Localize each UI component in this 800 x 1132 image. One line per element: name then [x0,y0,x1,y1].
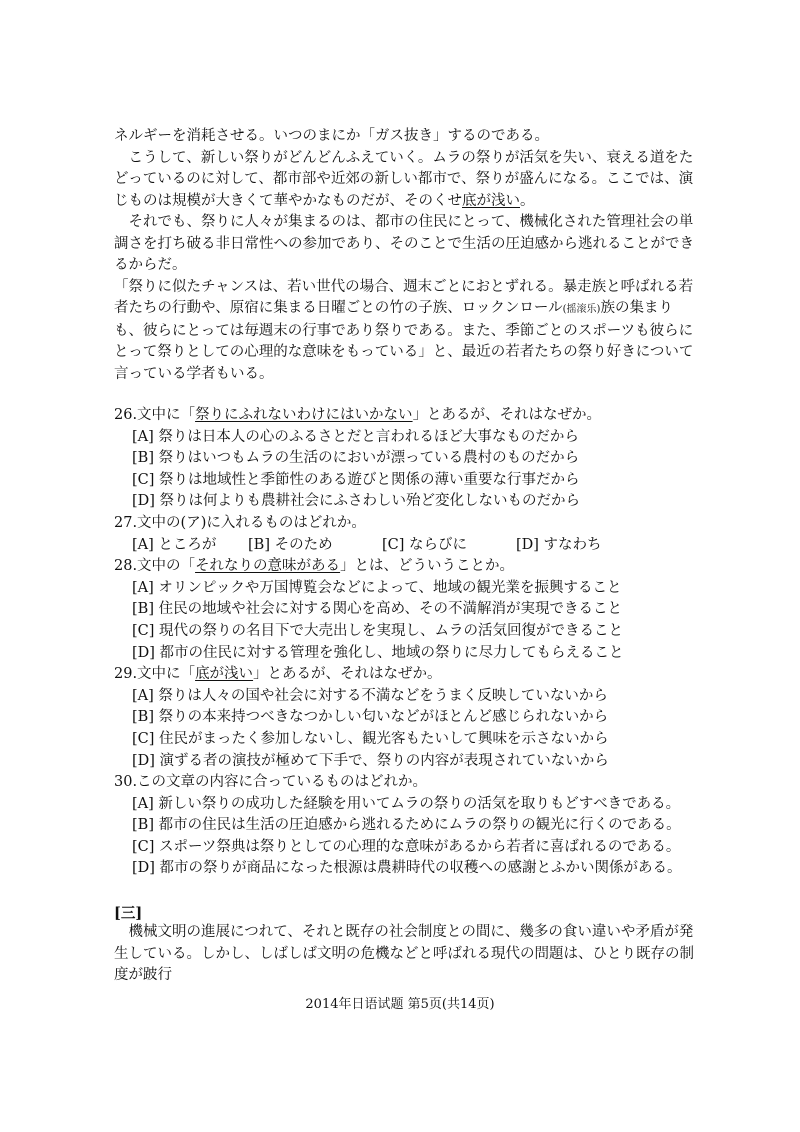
q29-option-c: [C] 住民がまったく参加しないし、観光客もたいして興味を示さないから [132,730,609,747]
passage-paragraph-4: 「祭りに似たチャンスは、若い世代の場合、週末ごとにおとずれる。暴走族と呼ばれる若者たちの行動や、原宿に集まる日曜ごとの竹の子族、ロックンロール(摇滚乐)族の集まりも、彼らにとっては毎週末の行事であり祭りである。また、季節ごとのスポーツも彼らにとって祭りとしての心理的な意味をもっている」と、最近の若者たちの祭り好きについて言っている学者もいる。 [114,278,694,382]
passage-paragraph-2: こうして、新しい祭りがどんどんふえていく。ムラの祭りが活気を失い、衰える道をたどっているのに対して、都市部や近郊の新しい都市で、祭りが盛んになる。ここでは、演じものは規模が大きくて華やかなものだが、そのくせ底が浅い。 [114,149,694,209]
section-3-text: 機械文明の進展につれて、それと既存の社会制度との間に、幾多の食い違いや矛盾が発生している。しかし、しばしば文明の危機などと呼ばれる現代の問題は、ひとり既存の制度が跛行 [114,924,694,983]
q30-option-a: [A] 新しい祭りの成功した経験を用いてムラの祭りの活気を取りもどすべきである。 [132,795,681,812]
page-footer: 2014年日语试题 第5页(共14页) [305,997,495,1012]
q26-option-d: [D] 祭りは何よりも農耕社会にふさわしい殆ど変化しないものだから [132,493,581,510]
q27-option-d: [D] すなわち [516,536,602,553]
q27-option-b: [B] そのため [248,536,333,553]
question-list [114,405,714,880]
q30-option-b: [B] 都市の住民は生活の圧迫感から逃れるためにムラの祭りの観光に行くのである。 [132,817,681,834]
q29-option-b: [B] 祭りの本来持つべきなつかしい匂いなどがほとんど感じられないから [132,709,609,726]
reading-passage [114,126,694,385]
question-27: 27.文中の(ア)に入れるものはどれか。 [114,514,366,531]
q27-option-a: [A] ところが [132,536,217,553]
q30-option-d: [D] 都市の祭りが商品になった根源は農耕時代の収穫への感謝とふかい関係がある。 [132,860,682,877]
q27-options [114,535,714,557]
question-30: 30.この文章の内容に合っているものはどれか。 [114,774,428,791]
question-28: 28.文中の「それなりの意味がある」とは、どういうことか。 [114,558,515,575]
q26-option-b: [B] 祭りはいつもムラの生活のにおいが漂っている農村のものだから [132,450,580,467]
q30-option-c: [C] スポーツ祭典は祭りとしての心理的な意味があるから若者に喜ばれるのである。 [132,838,681,855]
passage-line-1: ネルギーを消耗させる。いつのまにか「ガス抜き」するのである。 [114,128,549,144]
section-3-passage [114,922,694,987]
q26-option-a: [A] 祭りは日本人の心のふるさとだと言われるほど大事なものだから [132,428,579,445]
underlined-phrase: 底が浅い [462,192,520,209]
q26-option-c: [C] 祭りは地域性と季節性のある遊びと関係の薄い重要な行事だから [132,471,580,488]
q28-option-d: [D] 都市の住民に対する管理を強化し、地域の祭りに尽力してもらえること [132,644,624,661]
q28-option-a: [A] オリンピックや万国博覧会などによって、地域の観光業を振興すること [132,579,622,596]
question-26: 26.文中に「祭りにふれないわけにはいかない」とあるが、それはなぜか。 [114,407,602,423]
q28-option-b: [B] 住民の地域や社会に対する関心を高め、その不満解消が実現できること [132,601,622,618]
q29-option-a: [A] 祭りは人々の国や社会に対する不満などをうまく反映していないから [132,687,608,704]
passage-paragraph-3: それでも、祭りに人々が集まるのは、都市の住民にとって、機械化された管理社会の単調さを打ち破る非日常性への参加であり、そのことで生活の圧迫感から逃れることができるからだ。 [114,214,694,273]
q27-option-c: [C] ならびに [382,536,468,553]
section-heading: [三] [114,905,143,922]
question-29: 29.文中に「底が浅い」とあるが、それはなぜか。 [114,666,442,683]
q28-option-c: [C] 現代の祭りの名目下で大売出しを実現し、ムラの活気回復ができること [132,622,624,639]
q29-option-d: [D] 演ずる者の演技が極めて下手で、祭りの内容が表現されていないから [132,752,609,769]
gloss-note: (摇滚乐) [562,304,601,315]
